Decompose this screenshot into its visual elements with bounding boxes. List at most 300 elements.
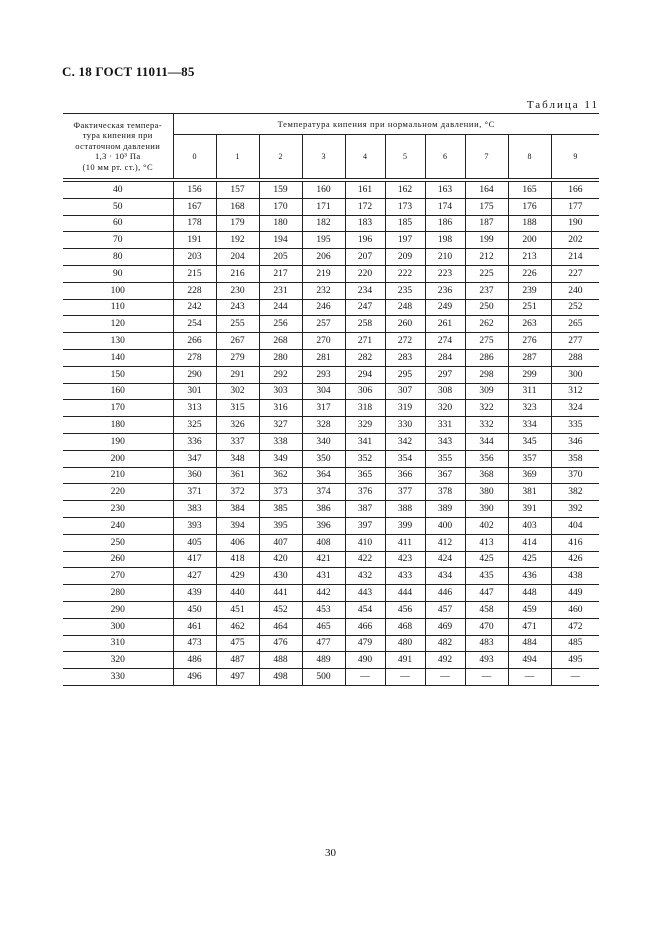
table-cell: 327 [259,417,302,434]
table-cell: 412 [425,534,465,551]
table-cell: 483 [465,635,508,652]
table-cell: 331 [425,417,465,434]
row-label-cell: 230 [63,501,173,518]
table-cell: 443 [345,585,385,602]
table-cell: 492 [425,652,465,669]
table-cell: 472 [551,618,599,635]
table-row [63,635,599,652]
table-cell: 274 [425,333,465,350]
table-cell: 369 [508,467,551,484]
table-cell: — [465,669,508,686]
column-header-0: 0 [173,135,216,179]
table-row [63,585,599,602]
table-row [63,534,599,551]
table-cell: 462 [216,618,259,635]
table-row [63,551,599,568]
table-row [63,484,599,501]
row-label-cell: 70 [63,232,173,249]
table-cell: 452 [259,601,302,618]
table-cell: 326 [216,417,259,434]
table-cell: 174 [425,198,465,215]
table-cell: 192 [216,232,259,249]
table-cell: 429 [216,568,259,585]
table-row [63,299,599,316]
table-row [63,400,599,417]
left-header-line: Фактическая темпера- [73,119,163,130]
table-cell: 374 [302,484,345,501]
table-cell: 391 [508,501,551,518]
table-row [63,265,599,282]
table-cell: 244 [259,299,302,316]
row-label-cell: 160 [63,383,173,400]
table-cell: 461 [173,618,216,635]
table-cell: 468 [385,618,425,635]
table-cell: 388 [385,501,425,518]
table-cell: 449 [551,585,599,602]
table-cell: 377 [385,484,425,501]
table-cell: 196 [345,232,385,249]
table-cell: 316 [259,400,302,417]
table-cell: 263 [508,316,551,333]
row-label-cell: 150 [63,366,173,383]
table-cell: 408 [302,534,345,551]
table-cell: 460 [551,601,599,618]
table-cell: 231 [259,282,302,299]
table-cell: 425 [465,551,508,568]
row-label-cell: 190 [63,433,173,450]
table-cell: 293 [302,366,345,383]
table-cell: 340 [302,433,345,450]
table-cell: 368 [465,467,508,484]
table-cell: 380 [465,484,508,501]
table-cell: 334 [508,417,551,434]
table-cell: 304 [302,383,345,400]
table-cell: 440 [216,585,259,602]
row-label-cell: 250 [63,534,173,551]
table-cell: 177 [551,198,599,215]
table-row [63,652,599,669]
table-row [63,366,599,383]
table-cell: 190 [551,215,599,232]
table-cell: 371 [173,484,216,501]
table-cell: 399 [385,517,425,534]
table-cell: 439 [173,585,216,602]
table-cell: 281 [302,349,345,366]
table-cell: 444 [385,585,425,602]
table-cell: 473 [173,635,216,652]
table-row [63,349,599,366]
table-cell: 410 [345,534,385,551]
table-cell: 471 [508,618,551,635]
table-cell: 283 [385,349,425,366]
table-cell: 262 [465,316,508,333]
table-cell: 280 [259,349,302,366]
table-cell: 226 [508,265,551,282]
table-cell: 414 [508,534,551,551]
row-label-cell: 40 [63,182,173,199]
table-cell: 176 [508,198,551,215]
table-cell: 364 [302,467,345,484]
table-cell: 276 [508,333,551,350]
table-cell: 400 [425,517,465,534]
table-cell: — [385,669,425,686]
table-cell: 357 [508,450,551,467]
left-header-line: (10 мм рт. ст.), °C [82,161,154,172]
table-row [63,182,599,199]
table-cell: 367 [425,467,465,484]
table-row [63,568,599,585]
table-cell: 497 [216,669,259,686]
table-cell: 205 [259,249,302,266]
table-cell: 165 [508,182,551,199]
table-row [63,433,599,450]
table-cell: 286 [465,349,508,366]
column-header-4: 4 [345,135,385,179]
table-cell: 195 [302,232,345,249]
row-label-cell: 100 [63,282,173,299]
table-cell: 416 [551,534,599,551]
row-label-cell: 180 [63,417,173,434]
row-label-cell: 270 [63,568,173,585]
table-cell: 486 [173,652,216,669]
table-cell: 170 [259,198,302,215]
table-cell: 397 [345,517,385,534]
table-cell: 382 [551,484,599,501]
table-cell: 479 [345,635,385,652]
column-header-3: 3 [302,135,345,179]
table-cell: 228 [173,282,216,299]
table-cell: 465 [302,618,345,635]
table-cell: 477 [302,635,345,652]
table-cell: 279 [216,349,259,366]
table-cell: 385 [259,501,302,518]
table-cell: 393 [173,517,216,534]
table-cell: 485 [551,635,599,652]
table-cell: 317 [302,400,345,417]
table-cell: 290 [173,366,216,383]
table-cell: — [551,669,599,686]
table-cell: 230 [216,282,259,299]
table-cell: 204 [216,249,259,266]
table-cell: 343 [425,433,465,450]
table-cell: 389 [425,501,465,518]
table-row [63,383,599,400]
table-cell: 256 [259,316,302,333]
table-cell: 252 [551,299,599,316]
table-cell: 186 [425,215,465,232]
table-cell: 282 [345,349,385,366]
table-cell: 311 [508,383,551,400]
table-cell: 418 [216,551,259,568]
table-cell: 411 [385,534,425,551]
table-row [63,282,599,299]
table-cell: 337 [216,433,259,450]
table-cell: 171 [302,198,345,215]
table-cell: 447 [465,585,508,602]
table-cell: 284 [425,349,465,366]
table-cell: 223 [425,265,465,282]
table-cell: 185 [385,215,425,232]
table-cell: 417 [173,551,216,568]
table-cell: 247 [345,299,385,316]
table-cell: 427 [173,568,216,585]
row-label-cell: 170 [63,400,173,417]
table-cell: 454 [345,601,385,618]
table-cell: 361 [216,467,259,484]
column-header-2: 2 [259,135,302,179]
table-cell: 456 [385,601,425,618]
table-cell: 345 [508,433,551,450]
table-cell: 243 [216,299,259,316]
table-cell: 347 [173,450,216,467]
table-cell: 207 [345,249,385,266]
table-cell: 338 [259,433,302,450]
table-cell: 365 [345,467,385,484]
table-cell: 320 [425,400,465,417]
table-cell: 381 [508,484,551,501]
table-cell: 257 [302,316,345,333]
table-cell: 355 [425,450,465,467]
table-cell: 350 [302,450,345,467]
table-cell: 309 [465,383,508,400]
table-cell: 341 [345,433,385,450]
table-cell: 319 [385,400,425,417]
row-label-cell: 200 [63,450,173,467]
left-header-line: тура кипения при [82,130,153,141]
table-cell: 322 [465,400,508,417]
table-cell: 404 [551,517,599,534]
table-cell: 405 [173,534,216,551]
table-row [63,501,599,518]
table-cell: 250 [465,299,508,316]
table-cell: 498 [259,669,302,686]
table-cell: — [425,669,465,686]
table-body [63,182,599,686]
table-caption: Таблица 11 [526,99,599,111]
table-cell: 235 [385,282,425,299]
column-header-5: 5 [385,135,425,179]
table-cell: 358 [551,450,599,467]
table-cell: 214 [551,249,599,266]
table-cell: 446 [425,585,465,602]
table-cell: 206 [302,249,345,266]
table-cell: 249 [425,299,465,316]
table-cell: 495 [551,652,599,669]
table-cell: 225 [465,265,508,282]
table-cell: 258 [345,316,385,333]
table-cell: 267 [216,333,259,350]
table-cell: 210 [425,249,465,266]
table-cell: 336 [173,433,216,450]
table-cell: 431 [302,568,345,585]
table-cell: 480 [385,635,425,652]
table-cell: 487 [216,652,259,669]
table-cell: 234 [345,282,385,299]
table-cell: 307 [385,383,425,400]
table-cell: 489 [302,652,345,669]
table-cell: 490 [345,652,385,669]
table-cell: 356 [465,450,508,467]
table-cell: 390 [465,501,508,518]
table-cell: 173 [385,198,425,215]
table-cell: 484 [508,635,551,652]
table-cell: 396 [302,517,345,534]
table-cell: 179 [216,215,259,232]
row-label-cell: 300 [63,618,173,635]
table-cell: 219 [302,265,345,282]
row-label-cell: 110 [63,299,173,316]
table-cell: 298 [465,366,508,383]
table-cell: 162 [385,182,425,199]
row-label-cell: 80 [63,249,173,266]
table-cell: 178 [173,215,216,232]
table-cell: 438 [551,568,599,585]
table-cell: 160 [302,182,345,199]
table-cell: 270 [302,333,345,350]
table-cell: 436 [508,568,551,585]
page-header: С. 18 ГОСТ 11011—85 [62,64,195,79]
row-label-cell: 290 [63,601,173,618]
row-label-cell: 320 [63,652,173,669]
table-cell: 488 [259,652,302,669]
table-cell: 161 [345,182,385,199]
row-label-cell: 260 [63,551,173,568]
table-cell: 464 [259,618,302,635]
table-cell: 159 [259,182,302,199]
table-cell: 222 [385,265,425,282]
table-cell: 476 [259,635,302,652]
table-row [63,618,599,635]
table-cell: 197 [385,232,425,249]
table-cell: 188 [508,215,551,232]
table-row [63,669,599,686]
table-cell: 318 [345,400,385,417]
table-cell: 406 [216,534,259,551]
table-cell: 297 [425,366,465,383]
column-header-6: 6 [425,135,465,179]
table-cell: 407 [259,534,302,551]
table-cell: 288 [551,349,599,366]
column-header-1: 1 [216,135,259,179]
table-cell: 434 [425,568,465,585]
table-cell: 435 [465,568,508,585]
table-row [63,249,599,266]
table-cell: 383 [173,501,216,518]
table-cell: 482 [425,635,465,652]
row-label-cell: 50 [63,198,173,215]
row-label-cell: 220 [63,484,173,501]
row-label-cell: 130 [63,333,173,350]
table-cell: 295 [385,366,425,383]
table-cell: 496 [173,669,216,686]
table-cell: 395 [259,517,302,534]
table-cell: 182 [302,215,345,232]
left-header-line: остаточном давлении [75,140,161,151]
table-cell: — [345,669,385,686]
table-cell: 287 [508,349,551,366]
table-cell: 325 [173,417,216,434]
table-cell: 163 [425,182,465,199]
table-row [63,517,599,534]
table-cell: 299 [508,366,551,383]
table-cell: 242 [173,299,216,316]
table-cell: 275 [465,333,508,350]
row-label-cell: 120 [63,316,173,333]
row-label-cell: 90 [63,265,173,282]
table-cell: 332 [465,417,508,434]
table-cell: 362 [259,467,302,484]
table-cell: 187 [465,215,508,232]
table-cell: 300 [551,366,599,383]
table-row [63,450,599,467]
column-header-7: 7 [465,135,508,179]
table-cell: 198 [425,232,465,249]
table-cell: 255 [216,316,259,333]
table-cell: 420 [259,551,302,568]
table-cell: 323 [508,400,551,417]
table-cell: 168 [216,198,259,215]
table-cell: 433 [385,568,425,585]
table-cell: 248 [385,299,425,316]
table-cell: 213 [508,249,551,266]
table-cell: 203 [173,249,216,266]
row-label-cell: 280 [63,585,173,602]
table-cell: 469 [425,618,465,635]
table-cell: 202 [551,232,599,249]
table-cell: 180 [259,215,302,232]
table-cell: 348 [216,450,259,467]
row-label-cell: 60 [63,215,173,232]
table-cell: 335 [551,417,599,434]
page-number: 30 [325,847,336,859]
table-cell: 194 [259,232,302,249]
table-cell: 450 [173,601,216,618]
table-cell: 470 [465,618,508,635]
table-cell: 424 [425,551,465,568]
table-cell: 302 [216,383,259,400]
table-cell: 421 [302,551,345,568]
table-cell: 394 [216,517,259,534]
table-cell: 315 [216,400,259,417]
table-cell: 175 [465,198,508,215]
table-cell: 308 [425,383,465,400]
table-cell: 268 [259,333,302,350]
table-cell: 457 [425,601,465,618]
table-cell: 265 [551,316,599,333]
table-cell: 212 [465,249,508,266]
table-cell: 240 [551,282,599,299]
table-cell: 324 [551,400,599,417]
span-column-header: Температура кипения при нормальном давлении, °C [173,114,599,135]
table-cell: 294 [345,366,385,383]
table-cell: 494 [508,652,551,669]
table-row [63,467,599,484]
table-row [63,417,599,434]
table-cell: 278 [173,349,216,366]
table-cell: 200 [508,232,551,249]
table-cell: 266 [173,333,216,350]
table-cell: 260 [385,316,425,333]
table-cell: 372 [216,484,259,501]
table-cell: 386 [302,501,345,518]
table-cell: 373 [259,484,302,501]
table-cell: 403 [508,517,551,534]
table-cell: 272 [385,333,425,350]
table-cell: 378 [425,484,465,501]
table-cell: 448 [508,585,551,602]
table-cell: 346 [551,433,599,450]
table-cell: 232 [302,282,345,299]
